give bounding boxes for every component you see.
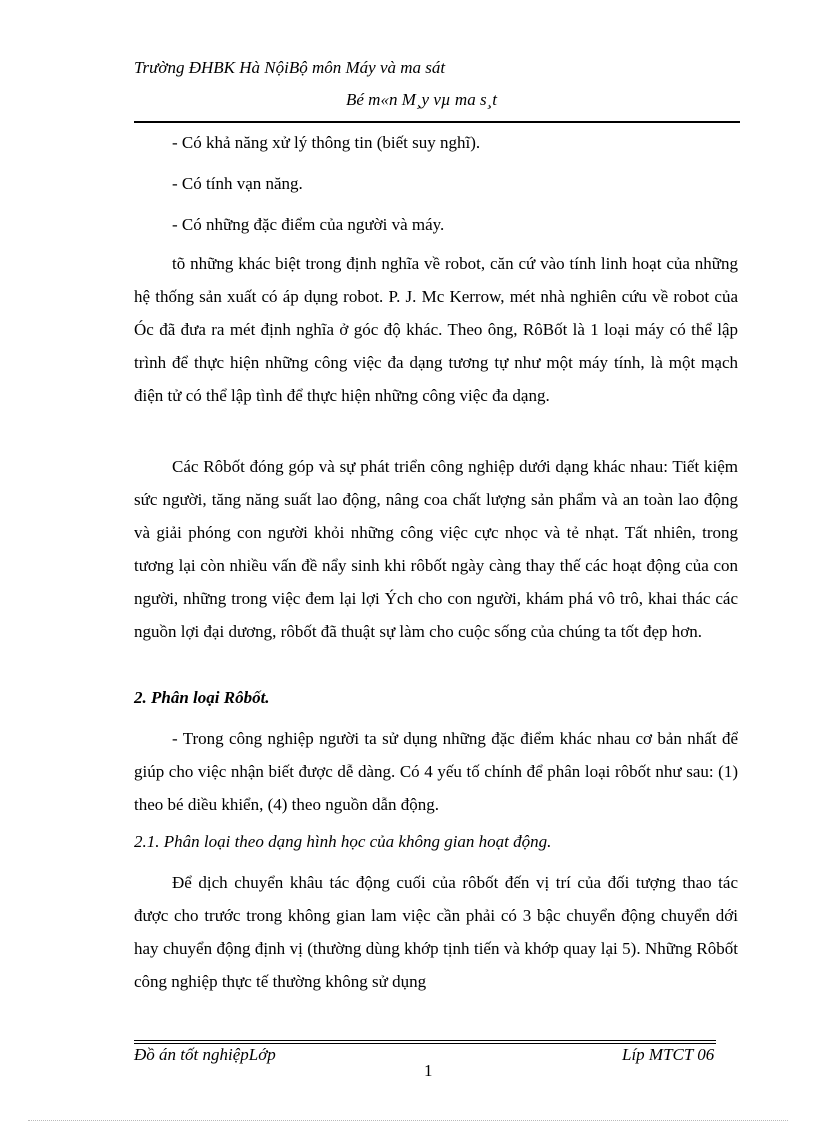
page-boundary — [28, 1120, 788, 1121]
footer-left: Đồ án tốt nghiệpLớp — [134, 1045, 276, 1064]
footer-right: Líp MTCT 06 — [622, 1045, 715, 1064]
header-rule — [134, 121, 740, 123]
paragraph-contributions: Các Rôbốt đóng góp và sự phát triển công nghiệp dưới dạng khác nhau: Tiết kiệm sức người, tăng năng suất lao động, nâng coa chất lượng sản phẩm và an toàn lao động và giải phóng con người khỏi những công việc cực nhọc và tẻ nhạt. Tất nhiên, trong tương lại còn nhiều vấn đề nẩy sinh khi rôbốt ngày càng thay thế các hoạt động của con người, những trong việc đem lại lợi Ých cho con người, khám phá vô trô, khai thác các nguồn lợi đại dương, rôbốt đã thuật sự làm cho cuộc sống của chúng ta tốt đẹp hơn. — [134, 457, 738, 641]
section-heading: 2. Phân loại Rôbốt. — [134, 688, 270, 707]
paragraph-definition: tõ những khác biệt trong định nghĩa về robot, căn cứ vào tính linh hoạt của những hệ thống sản xuất có áp dụng robot. P. J. Mc Kerrow, mét nhà nghiên cứu về robot của Óc đã đưa ra mét định nghĩa ở góc độ khác. Theo ông, RôBốt là 1 loại máy có thể lập trình để thực hiện những công việc đa dạng tương tự như một máy tính, là một mạch điện tử có thể lập tình để thực hiện những công việc đa dạng. — [134, 254, 738, 405]
header-department: Bé m«n M¸y vµ ma s¸t — [346, 90, 497, 109]
bullet-item: - Có khả năng xử lý thông tin (biết suy nghĩ). — [172, 133, 481, 152]
page-number: 1 — [424, 1061, 433, 1080]
header-school-name: Trường ĐHBK Hà NộiBộ môn Máy và ma sát — [134, 58, 446, 77]
paragraph-motion: Để dịch chuyển khâu tác động cuối của rôbốt đến vị trí của đối tượng thao tác được cho trước trong không gian lam việc cần phải có 3 bậc chuyển động chuyển dới hay chuyển động định vị (thường dùng khớp tịnh tiến và khớp quay lại 5). Những Rôbốt công nghiệp thực tế thường không sử dụng — [134, 873, 738, 991]
bullet-item: - Có những đặc điểm của người và máy. — [172, 215, 445, 234]
paragraph-classification: - Trong công nghiệp người ta sử dụng những đặc điểm khác nhau cơ bản nhất để giúp cho việc nhận biết được dễ dàng. Có 4 yếu tố chính để phân loại rôbốt như sau: (1) theo bé diều khiển, (4) theo nguồn dẫn động. — [134, 729, 738, 814]
subsection-heading: 2.1. Phân loại theo dạng hình học của không gian hoạt động. — [134, 832, 552, 851]
footer-rule — [134, 1043, 716, 1044]
footer-rule — [134, 1040, 716, 1041]
bullet-item: - Có tính vạn năng. — [172, 174, 303, 193]
